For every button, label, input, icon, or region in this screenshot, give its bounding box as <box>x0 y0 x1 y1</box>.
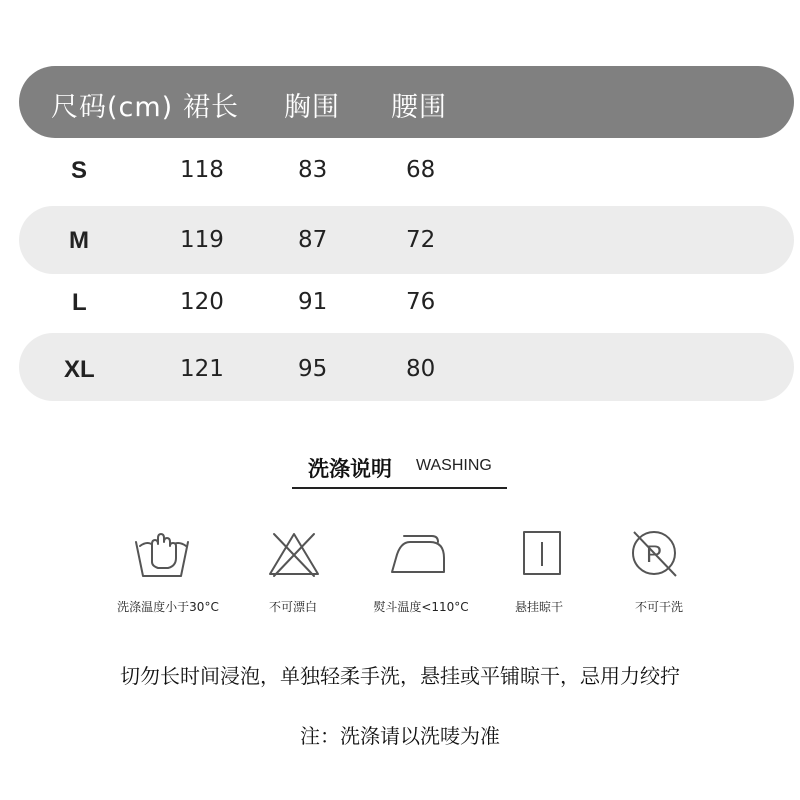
no-bleach-label: 不可漂白 <box>268 600 317 614</box>
size-cell: L <box>72 289 87 316</box>
bust-cell: 91 <box>298 289 328 315</box>
table-row <box>19 333 794 401</box>
hand-wash-icon <box>134 528 190 578</box>
iron-label: 熨斗温度<110°C <box>373 600 469 614</box>
hand-wash-label: 洗涤温度小于30°C <box>117 600 219 614</box>
waist-cell: 72 <box>406 227 436 253</box>
header-bust: 胸围 <box>284 92 340 123</box>
washing-title <box>292 453 507 489</box>
hang-dry-icon <box>514 528 570 578</box>
washing-title-en: WASHING <box>416 457 492 474</box>
table-row <box>19 206 794 274</box>
no-bleach-icon <box>266 528 322 578</box>
size-cell: S <box>71 157 88 184</box>
size-cell: XL <box>64 356 95 383</box>
bust-cell: 87 <box>298 227 328 253</box>
bust-cell: 83 <box>298 157 328 183</box>
length-cell: 119 <box>180 227 224 253</box>
no-dry-clean-icon <box>626 528 682 578</box>
washing-note: 注：洗涤请以洗唛为准 <box>300 724 500 748</box>
svg-text:P: P <box>645 541 663 568</box>
length-cell: 121 <box>180 356 224 382</box>
table-row <box>19 136 794 204</box>
bust-cell: 95 <box>298 356 328 382</box>
hang-dry-label: 悬挂晾干 <box>514 600 563 614</box>
header-waist: 腰围 <box>391 92 447 123</box>
header-size: 尺码(cm) <box>51 92 174 123</box>
table-row <box>19 268 794 336</box>
length-cell: 118 <box>180 157 224 183</box>
size-cell: M <box>69 227 89 254</box>
header-length: 裙长 <box>183 92 239 123</box>
waist-cell: 68 <box>406 157 436 183</box>
size-table-header <box>19 66 794 138</box>
iron-icon <box>390 528 446 578</box>
waist-cell: 76 <box>406 289 436 315</box>
washing-instructions: 切勿长时间浸泡，单独轻柔手洗，悬挂或平铺晾干，忌用力绞拧 <box>120 664 680 688</box>
no-dry-clean-label: 不可干洗 <box>634 600 683 614</box>
length-cell: 120 <box>180 289 224 315</box>
waist-cell: 80 <box>406 356 436 382</box>
washing-title-cn: 洗涤说明 <box>308 457 392 481</box>
